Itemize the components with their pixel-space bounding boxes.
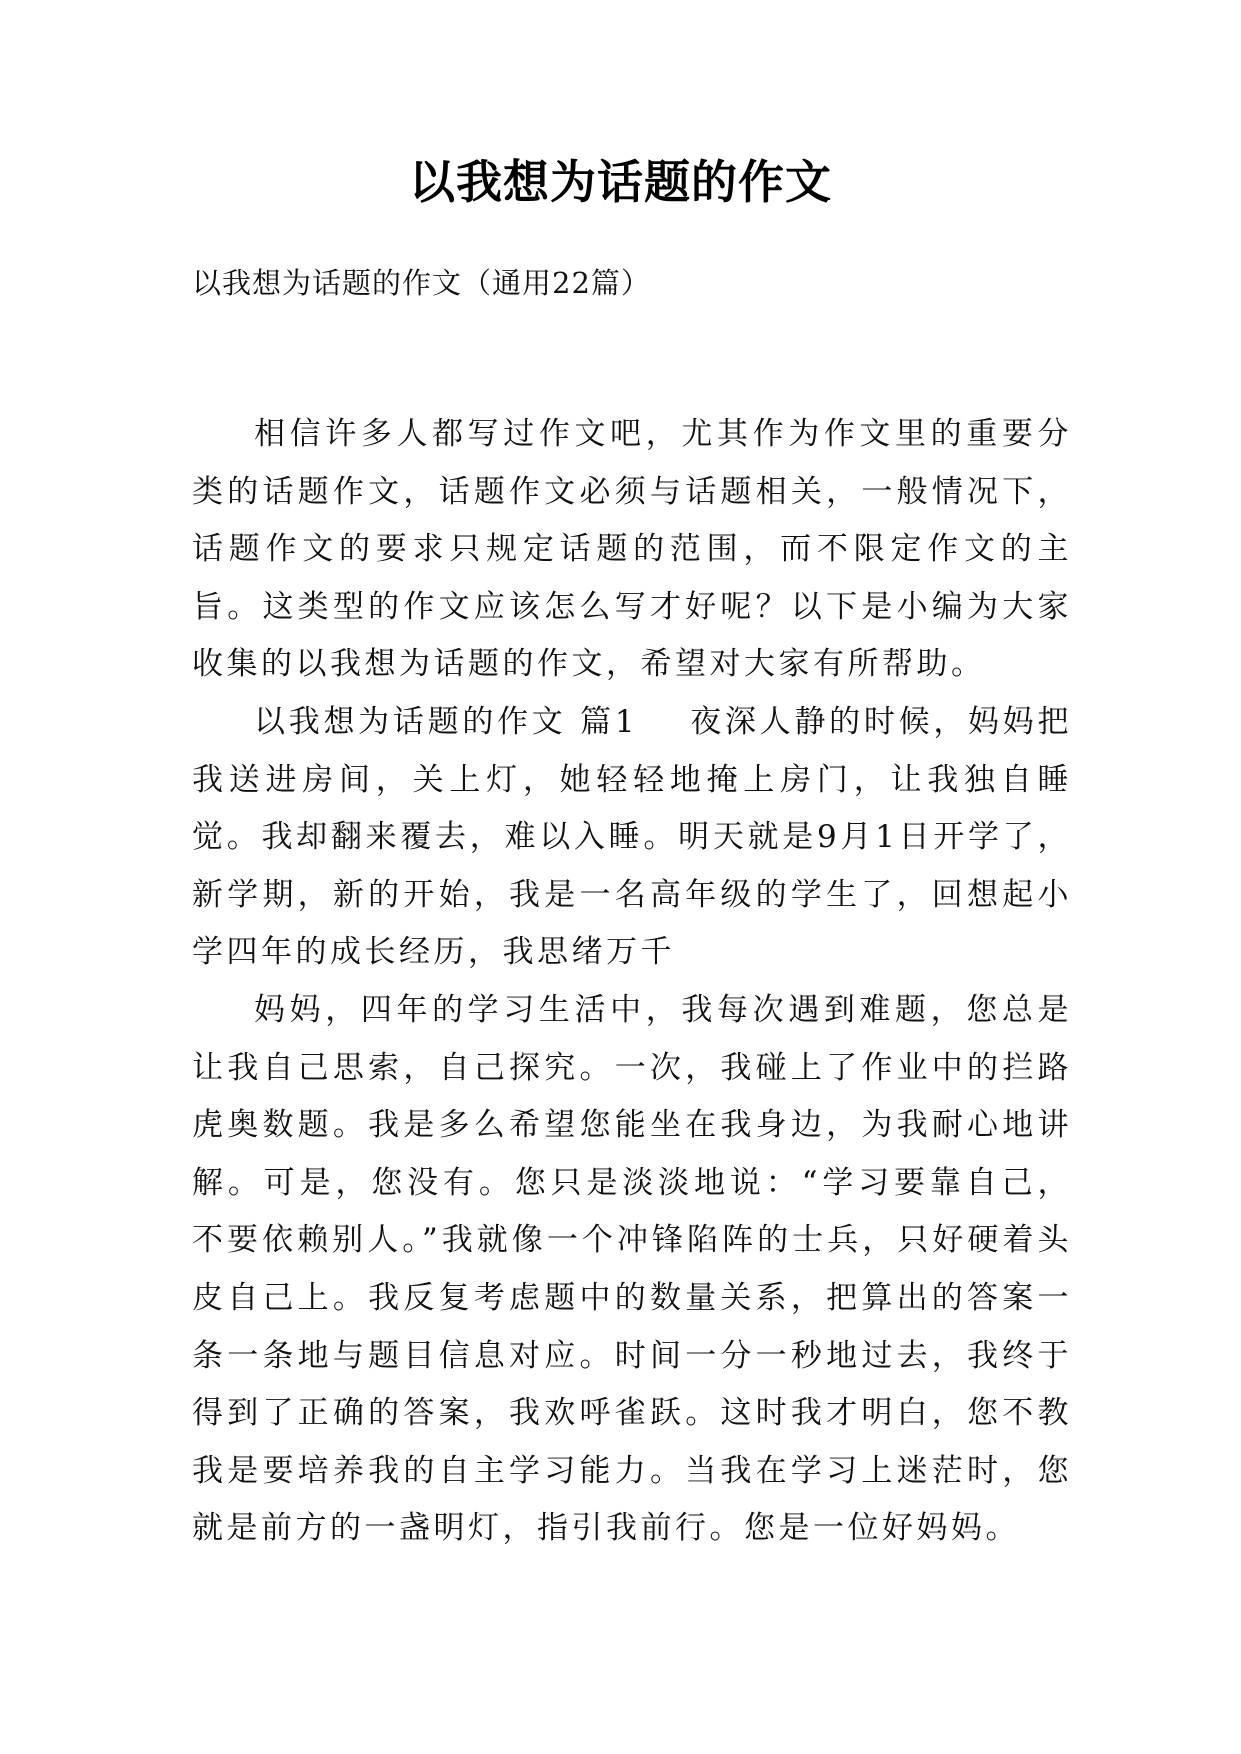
body-paragraph-2: 妈妈，四年的学习生活中，我每次遇到难题，您总是让我自己思索，自己探究。一次，我碰上了作业中的拦路虎奥数题。我是多么希望您能坐在我身边，为我耐心地讲解。可是，您没有。您只是淡淡地说：“学习要靠自己，不要依赖别人。”我就像一个冲锋陷阵的士兵，只好硬着头皮自己上。我反复考虑题中的数量关系，把算出的答案一条一条地与题目信息对应。时间一分一秒地过去，我终于得到了正确的答案，我欢呼雀跃。这时我才明白，您不教我是要培养我的自主学习能力。当我在学习上迷茫时，您就是前方的一盏明灯，指引我前行。您是一位好妈妈。 [192,991,1072,1547]
document-body [192,406,1072,1558]
section-1-heading: 以我想为话题的作文 篇1 [254,703,639,740]
intro-paragraph: 相信许多人都写过作文吧，尤其作为作文里的重要分类的话题作文，话题作文必须与话题相关，一般情况下，话题作文的要求只规定话题的范围，而不限定作文的主旨。这类型的作文应该怎么写才好呢？以下是小编为大家收集的以我想为话题的作文，希望对大家有所帮助。 [192,416,1072,683]
document-title: 以我想为话题的作文 [409,155,832,209]
section-1-paragraph [192,694,1072,982]
section-1-opening: 夜深人静的时候，妈妈把我送进房间，关上灯，她轻轻地掩上房门，让我独自睡觉。我却翻来覆去，难以入睡。明天就是9月1日开学了，新学期，新的开始，我是一名高年级的学生了，回想起小学四年的成长经历，我思绪万千 [192,703,1073,971]
document-subtitle: 以我想为话题的作文（通用22篇） [192,266,651,300]
